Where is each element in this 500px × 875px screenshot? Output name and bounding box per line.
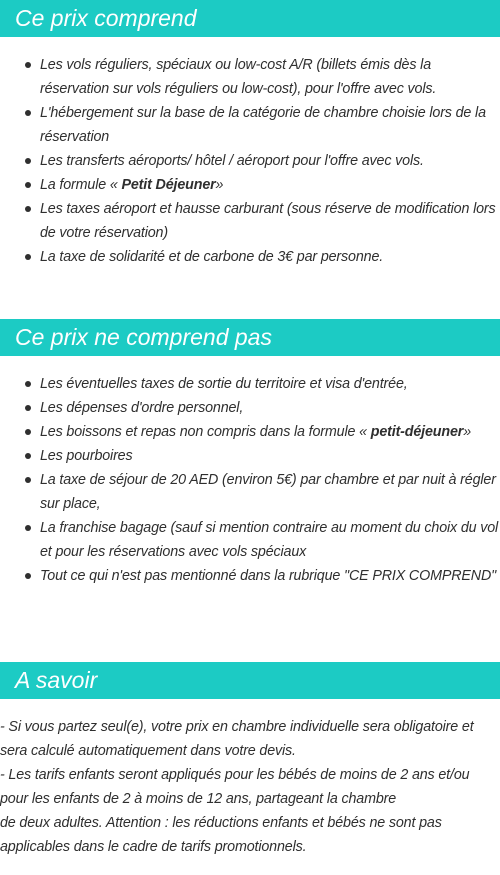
list-item: La franchise bagage (sauf si mention contraire au moment du choix du vol et pour les réservations avec vols spéciaux (0, 516, 500, 564)
section-title-a-savoir: A savoir (0, 662, 500, 699)
list-non-comprend (0, 372, 500, 588)
list-item-text: » (463, 424, 471, 440)
section-title-comprend: Ce prix comprend (0, 0, 500, 37)
a-savoir-paragraph: de deux adultes. Attention : les réductions enfants et bébés ne sont pas applicables dans le cadre de tarifs promotionnels. (0, 815, 442, 855)
list-comprend (0, 53, 500, 269)
list-item: La taxe de solidarité et de carbone de 3€ par personne. (0, 245, 500, 269)
list-item (0, 420, 500, 444)
list-item: Les pourboires (0, 444, 500, 468)
list-item-bold-text: petit-déjeuner (370, 424, 464, 440)
a-savoir-text (0, 715, 500, 859)
list-item (0, 173, 500, 197)
list-item: La taxe de séjour de 20 AED (environ 5€) par chambre et par nuit à régler sur place, (0, 468, 500, 516)
list-item: L'hébergement sur la base de la catégorie de chambre choisie lors de la réservation (0, 101, 500, 149)
list-item-text: La formule « (40, 177, 122, 193)
list-item-text: Les boissons et repas non compris dans la formule « (40, 424, 371, 440)
list-item: Les transferts aéroports/ hôtel / aéroport pour l'offre avec vols. (0, 149, 500, 173)
list-item-bold-text: Petit Déjeuner (121, 177, 216, 193)
list-item-text: » (215, 177, 224, 193)
list-item: Les taxes aéroport et hausse carburant (sous réserve de modification lors de votre réservation) (0, 197, 500, 245)
list-item: Tout ce qui n'est pas mentionné dans la rubrique "CE PRIX COMPREND" (0, 564, 500, 588)
a-savoir-paragraph: - Si vous partez seul(e), votre prix en chambre individuelle sera obligatoire et sera calculé automatiquement dans votre devis. (0, 719, 474, 759)
a-savoir-paragraph: - Les tarifs enfants seront appliqués pour les bébés de moins de 2 ans et/ou pour les enfants de 2 à moins de 12 ans, partageant la chambre (0, 767, 470, 807)
list-item: Les vols réguliers, spéciaux ou low-cost A/R (billets émis dès la réservation sur vols réguliers ou low-cost), pour l'offre avec vols. (0, 53, 500, 101)
list-item: Les dépenses d'ordre personnel, (0, 396, 500, 420)
list-item: Les éventuelles taxes de sortie du territoire et visa d'entrée, (0, 372, 500, 396)
section-title-non-comprend: Ce prix ne comprend pas (0, 319, 500, 356)
